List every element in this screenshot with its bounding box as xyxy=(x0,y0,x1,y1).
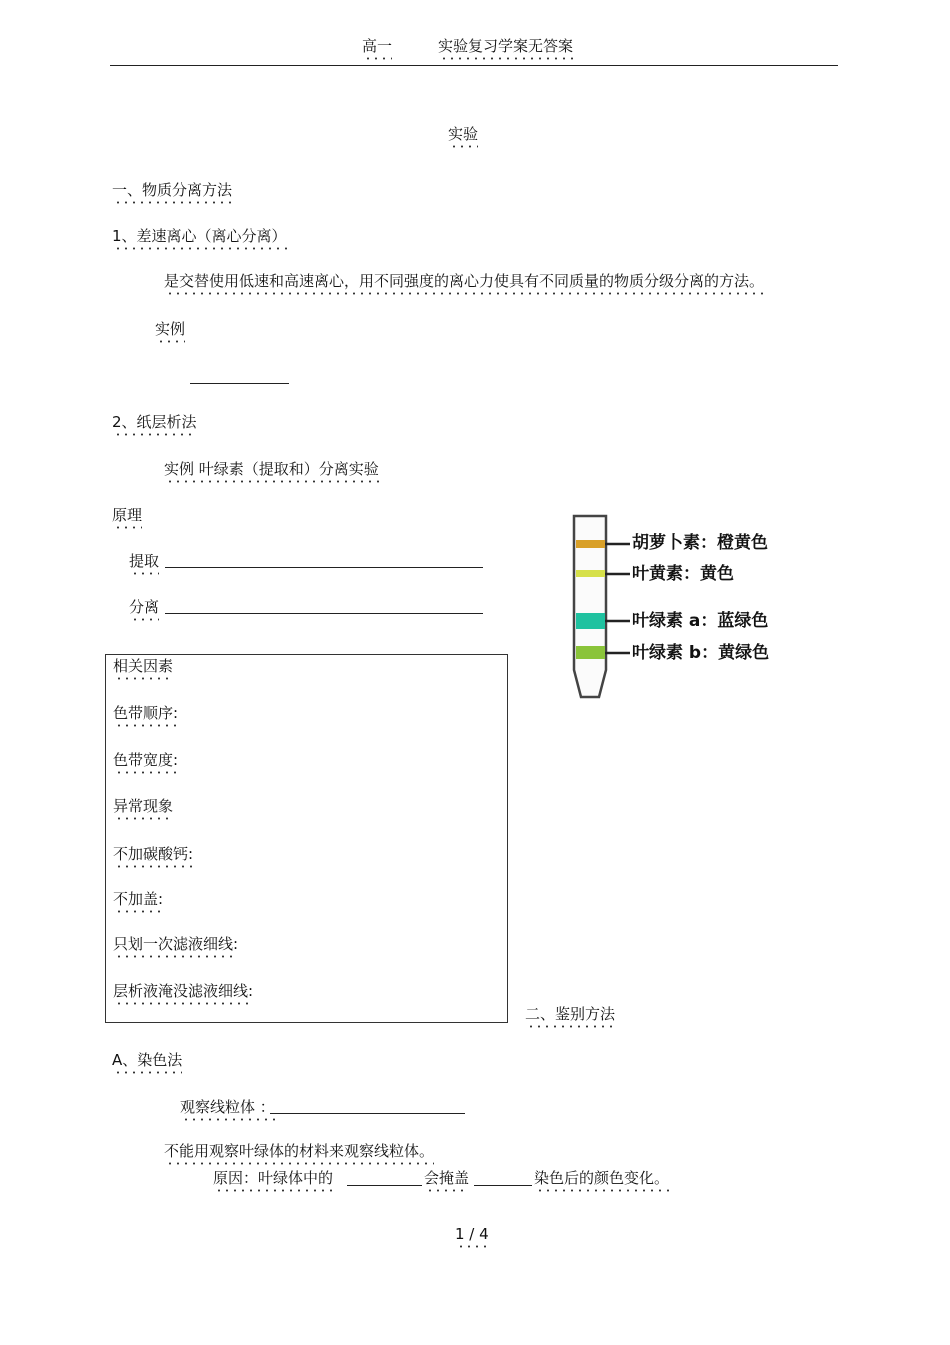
item1-definition: 是交替使用低速和高速离心，用不同强度的离心力使具有不同质量的物质分级分离的方法。 xyxy=(164,271,764,296)
band-label-xanthophyll: 叶黄素：黄色 xyxy=(632,564,734,584)
header-rule xyxy=(110,65,838,66)
section2-heading: 二、鉴别方法 xyxy=(525,1004,615,1029)
reason-blank-1 xyxy=(347,1185,422,1186)
factor-no-cover: 不加盖: xyxy=(113,889,163,914)
factors-title: 相关因素 xyxy=(113,656,173,681)
band-label-chlorophyll-b: 叶绿素 b：黄绿色 xyxy=(632,643,770,663)
factor-no-caco3: 不加碳酸钙: xyxy=(113,844,193,869)
band-chlorophyll-a xyxy=(576,613,605,629)
example-answer-line xyxy=(190,383,289,384)
item2-heading: 2、纸层析法 xyxy=(112,412,197,437)
mito-label: 观察线粒体 ： xyxy=(180,1097,275,1122)
item1-example-label: 实例 xyxy=(155,319,185,344)
separate-label: 分离 xyxy=(129,597,159,622)
principle-label: 原理 xyxy=(112,505,142,530)
header-grade: 高一 xyxy=(362,36,392,61)
section1-heading: 一、物质分离方法 xyxy=(112,180,232,205)
band-label-carotene: 胡萝卜素：橙黄色 xyxy=(632,533,768,553)
factor-abnormal: 异常现象 xyxy=(113,796,173,821)
staining-heading: A、染色法 xyxy=(112,1050,182,1075)
factor-single-line: 只划一次滤液细线: xyxy=(113,934,238,959)
separate-answer-line xyxy=(165,613,483,614)
reason-blank-2 xyxy=(474,1185,532,1186)
reason-suffix: 染色后的颜色变化。 xyxy=(534,1168,669,1193)
item2-example: 实例 叶绿素（提取和）分离实验 xyxy=(164,459,379,484)
extract-answer-line xyxy=(165,567,483,568)
staining-note: 不能用观察叶绿体的材料来观察线粒体。 xyxy=(164,1141,434,1166)
mito-answer-line xyxy=(270,1113,465,1114)
band-label-chlorophyll-a: 叶绿素 a：蓝绿色 xyxy=(632,611,769,631)
page-number: 1 / 4 xyxy=(455,1224,489,1249)
doc-title: 实验 xyxy=(448,124,478,149)
reason-prefix: 原因：叶绿体中的 xyxy=(213,1168,333,1193)
band-xanthophyll xyxy=(576,570,605,577)
factor-band-width: 色带宽度: xyxy=(113,750,178,775)
reason-mid: 会掩盖 xyxy=(424,1168,469,1193)
item1-heading: 1、差速离心（离心分离） xyxy=(112,226,287,251)
chromatography-figure xyxy=(560,505,800,705)
band-carotene xyxy=(576,540,605,548)
band-chlorophyll-b xyxy=(576,646,605,659)
header-title: 实验复习学案无答案 xyxy=(438,36,573,61)
extract-label: 提取 xyxy=(129,551,159,576)
factor-band-order: 色带顺序: xyxy=(113,703,178,728)
factor-submerged: 层析液淹没滤液细线: xyxy=(113,981,253,1006)
